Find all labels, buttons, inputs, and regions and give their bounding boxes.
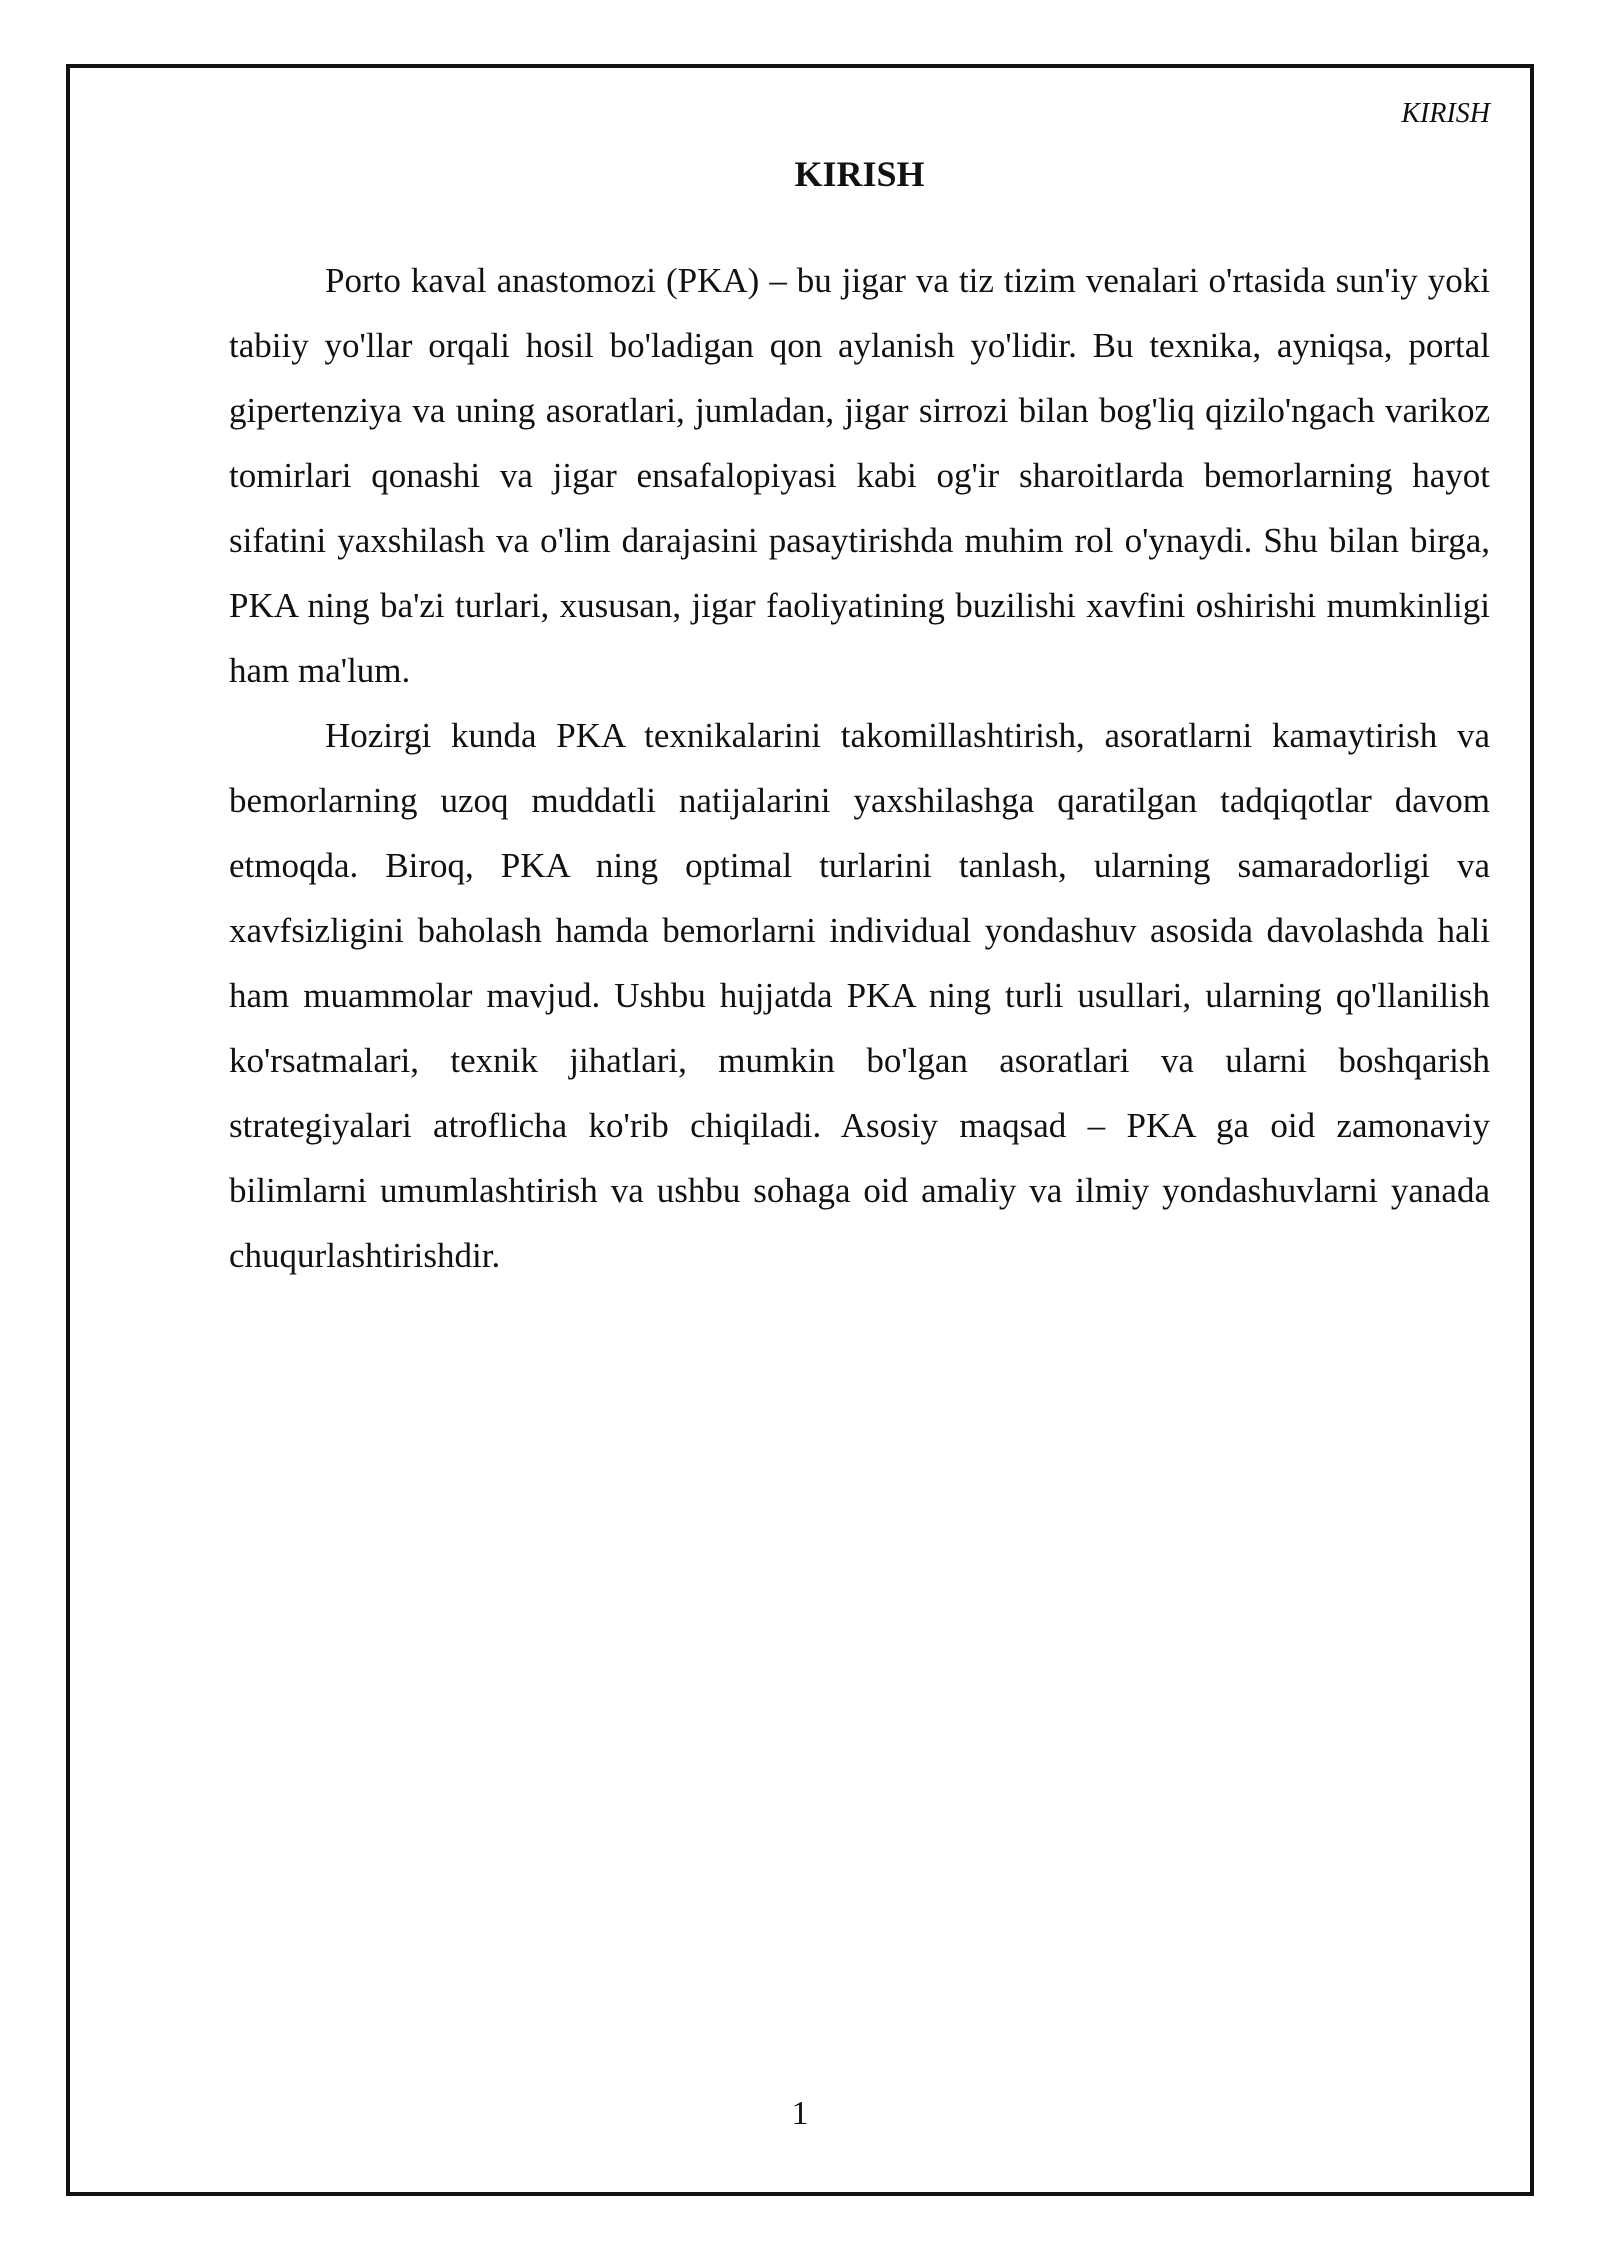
page-number: 1 [791,2095,809,2132]
document-title: KIRISH [794,154,925,194]
document-body [229,248,1490,1288]
body-paragraph-1: Porto kaval anastomozi (PKA) – bu jigar va tiz tizim venalari o'rtasida sun'iy yoki tabiiy yo'llar orqali hosil bo'ladigan qon aylanish yo'lidir. Bu texnika, ayniqsa, portal gipertenziya va uning asoratlari, jumladan, jigar sirrozi bilan bog'liq qizilo'ngach varikoz tomirlari qonashi va jigar ensafalopiyasi kabi og'ir sharoitlarda bemorlarning hayot sifatini yaxshilash va o'lim darajasini pasaytirishda muhim rol o'ynaydi. Shu bilan birga, PKA ning ba'zi turlari, xususan, jigar faoliyatining buzilishi xavfini oshirishi mumkinligi ham ma'lum. [229,261,1490,690]
body-paragraph-2: Hozirgi kunda PKA texnikalarini takomillashtirish, asoratlarni kamaytirish va bemorlarning uzoq muddatli natijalarini yaxshilashga qaratilgan tadqiqotlar davom etmoqda. Biroq, PKA ning optimal turlarini tanlash, ularning samaradorligi va xavfsizligini baholash hamda bemorlarni individual yondashuv asosida davolashda hali ham muammolar mavjud. Ushbu hujjatda PKA ning turli usullari, ularning qo'llanilish ko'rsatmalari, texnik jihatlari, mumkin bo'lgan asoratlari va ularni boshqarish strategiyalari atroflicha ko'rib chiqiladi. Asosiy maqsad – PKA ga oid zamonaviy bilimlarni umumlashtirish va ushbu sohaga oid amaliy va ilmiy yondashuvlarni yanada chuqurlashtirishdir. [229,716,1490,1275]
running-header: KIRISH [1401,98,1490,129]
